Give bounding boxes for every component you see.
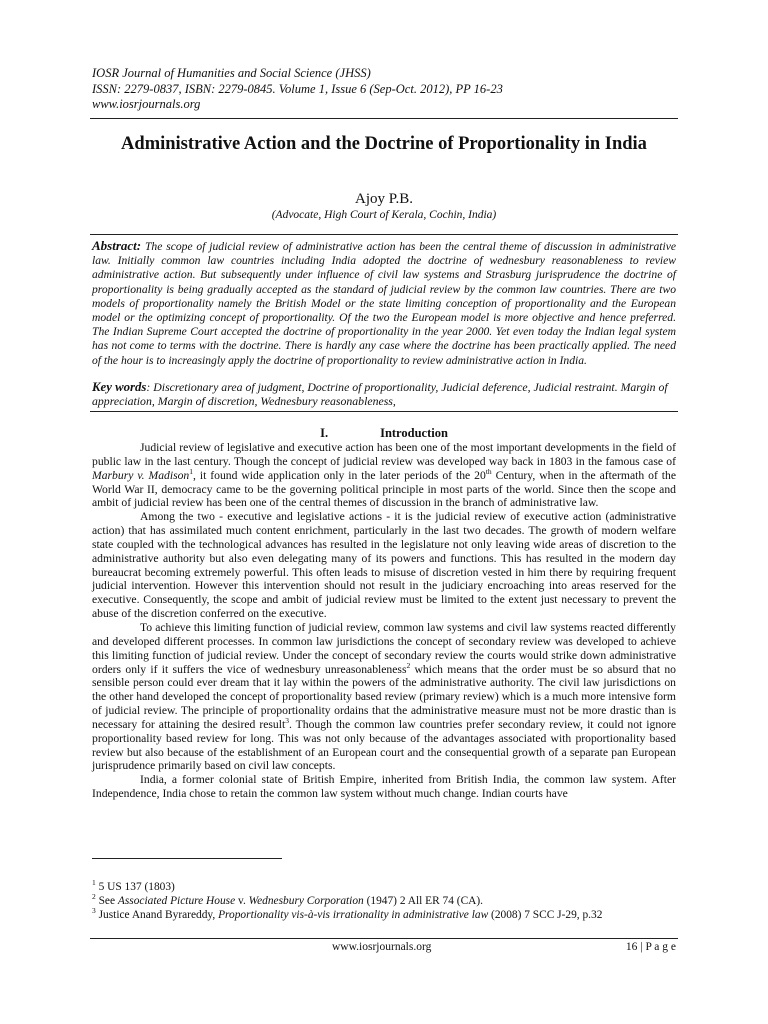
paragraph-4: India, a former colonial state of British Empire, inherited from British India, the common law system. After Independence, India chose to retain the common law system without much change. Indian courts have (92, 773, 676, 801)
footnote-2-case-2: Wednesbury Corporation (248, 895, 364, 907)
footnote-ref-2[interactable]: 2 (406, 660, 411, 670)
ordinal-superscript: th (485, 466, 492, 476)
section-heading (90, 426, 678, 441)
footnote-3 (92, 908, 676, 922)
case-name-marbury: Marbury v. Madison (92, 468, 190, 482)
author-name: Ajoy P.B. (355, 191, 413, 207)
author-affiliation: (Advocate, High Court of Kerala, Cochin, India) (271, 209, 497, 221)
abstract-label: Abstract: (92, 238, 142, 253)
footnote-1-number: 1 (92, 878, 96, 888)
paragraph-2: Among the two - executive and legislative actions - it is the judicial review of executive action (administrative action) that has assimilated much content enrichment, particularly in the last two decades. The growth of modern welfare state coupled with the technological advances has resulted in the legislature not only leaving wide areas of discretion to the administrative authority but also even delegating many of its powers and functions. This has resulted in the modern day bureaucrat becoming extremely powerful. This often leads to misuse of discretion vested in him there by requiring frequent judicial intervention. However this intervention should not result in the judiciary encroaching into areas reserved for the executive. Consequently, the scope and ambit of judicial review must be limited to the extent just necessary to prevent the abuse of the discretion conferred on the executive. (92, 510, 676, 621)
journal-header (92, 66, 503, 113)
header-rule (90, 118, 678, 119)
abstract-top-rule (90, 234, 678, 235)
footnote-2-text-a: See (95, 895, 118, 907)
footer-rule (90, 938, 678, 939)
keywords-label: Key words (92, 380, 147, 394)
footnote-3-text-a: Justice Anand Byrareddy, (95, 909, 219, 921)
section-number: I. (320, 426, 329, 440)
p1-text-b: , it found wide application only in the later periods of the 20 (193, 468, 486, 482)
journal-issn: ISSN: 2279-0837, ISBN: 2279-0845. Volume 1, Issue 6 (Sep-Oct. 2012), PP 16-23 (92, 81, 503, 96)
keywords (92, 380, 676, 408)
footnote-1-text: 5 US 137 (1803) (95, 881, 175, 893)
footnote-rule (92, 858, 282, 859)
footnote-3-text-b: (2008) 7 SCC J-29, p.32 (488, 909, 603, 921)
footnote-2-case-1: Associated Picture House (117, 895, 236, 907)
journal-url[interactable]: www.iosrjournals.org (92, 97, 201, 111)
section-title: Introduction (380, 426, 448, 440)
footnote-2-text-c: (1947) 2 All ER 74 (CA). (363, 895, 484, 907)
footnote-2-text-b: v. (235, 895, 249, 907)
footnote-1 (92, 880, 676, 894)
abstract (92, 239, 676, 368)
abstract-text: The scope of judicial review of administrative action has been the central theme of discussion in administrative law. Initially common law countries including India adopted the doctrine of wednesbury reasonableness to review administrative action. But subsequently under influence of civil law systems and Strasburg jurisprudence the doctrine of proportionality is being gradually accepted as the standard of judicial review by the common law countries. There are two models of proportionality namely the British Model or the state limiting conception of proportionality and the European model or the optimizing concept of proportionality. Of the two the European model is more objective and hence preferred. The Indian Supreme Court accepted the doctrine of proportionality in the year 2000. Yet even today the Indian legal system has not come to terms with the doctrine. There is hardly any case where the doctrine has been practically applied. The need of the hour is to increasingly apply the doctrine of proportionality to review administrative action in India. (92, 240, 676, 367)
footnote-3-number: 3 (92, 906, 96, 916)
p3-text-b: which means that the order must be so absurd that no sensible person could ever dream that it lay within the powers of the administrative authority. The civil law jurisdictions on the other hand developed the concept of proportionality based review (primary review) which is a much more intensive form of judicial review. The principle of proportionality ordains that the administrative measure must not be more drastic than is necessary for attaining the desired result (92, 662, 676, 731)
footnote-2 (92, 894, 676, 908)
abstract-bottom-rule (90, 411, 678, 412)
journal-name: IOSR Journal of Humanities and Social Science (JHSS) (92, 66, 371, 80)
footnote-3-title: Proportionality vis-à-vis irrationality in administrative law (218, 909, 489, 921)
paper-title: Administrative Action and the Doctrine of Proportionality in India (121, 134, 647, 154)
page-number: 16 | P a g e (625, 941, 676, 953)
footnote-2-number: 2 (92, 892, 96, 902)
paragraph-1 (92, 441, 676, 510)
footnote-ref-1[interactable]: 1 (189, 466, 193, 476)
page-footer (90, 941, 678, 955)
p3-text-c: . Though the common law countries prefer secondary review, it could not ignore proportionality based review for long. This was not only because of the advantages associated with proportionality based review but also because of the establishment of an European court and the consequential growth of a separate pan European jurisprudence primarily based on civil law concepts. (92, 717, 677, 773)
p1-text-a: Judicial review of legislative and executive action has been one of the most important developments in the field of public law in the last century. Though the concept of judicial review was developed way back in 1803 in the famous case of (92, 441, 676, 468)
footnotes (92, 880, 676, 922)
p1-text-c: Century, when in the aftermath of the World War II, democracy came to be the governing political principle in most parts of the world. Since then the scope and ambit of judicial review has been one of the central themes of discussion in the branch of administrative law. (92, 468, 676, 510)
footer-site[interactable]: www.iosrjournals.org (332, 941, 432, 953)
p3-text-a: To achieve this limiting function of judicial review, common law systems and civil law systems reacted differently and developed different processes. In common law jurisdictions the concept of secondary review was developed to achieve this limiting function of judicial review. Under the concept of secondary review the courts would strike down administrative orders only if it suffers the vice of wednesbury unreasonableness (92, 620, 676, 676)
body-text (92, 441, 676, 801)
paragraph-3 (92, 621, 676, 773)
keywords-text: : Discretionary area of judgment, Doctrine of proportionality, Judicial deference, Judicial restraint. Margin of appreciation, Margin of discretion, Wednesbury reasonableness, (92, 380, 668, 409)
footnote-ref-3[interactable]: 3 (285, 716, 289, 725)
